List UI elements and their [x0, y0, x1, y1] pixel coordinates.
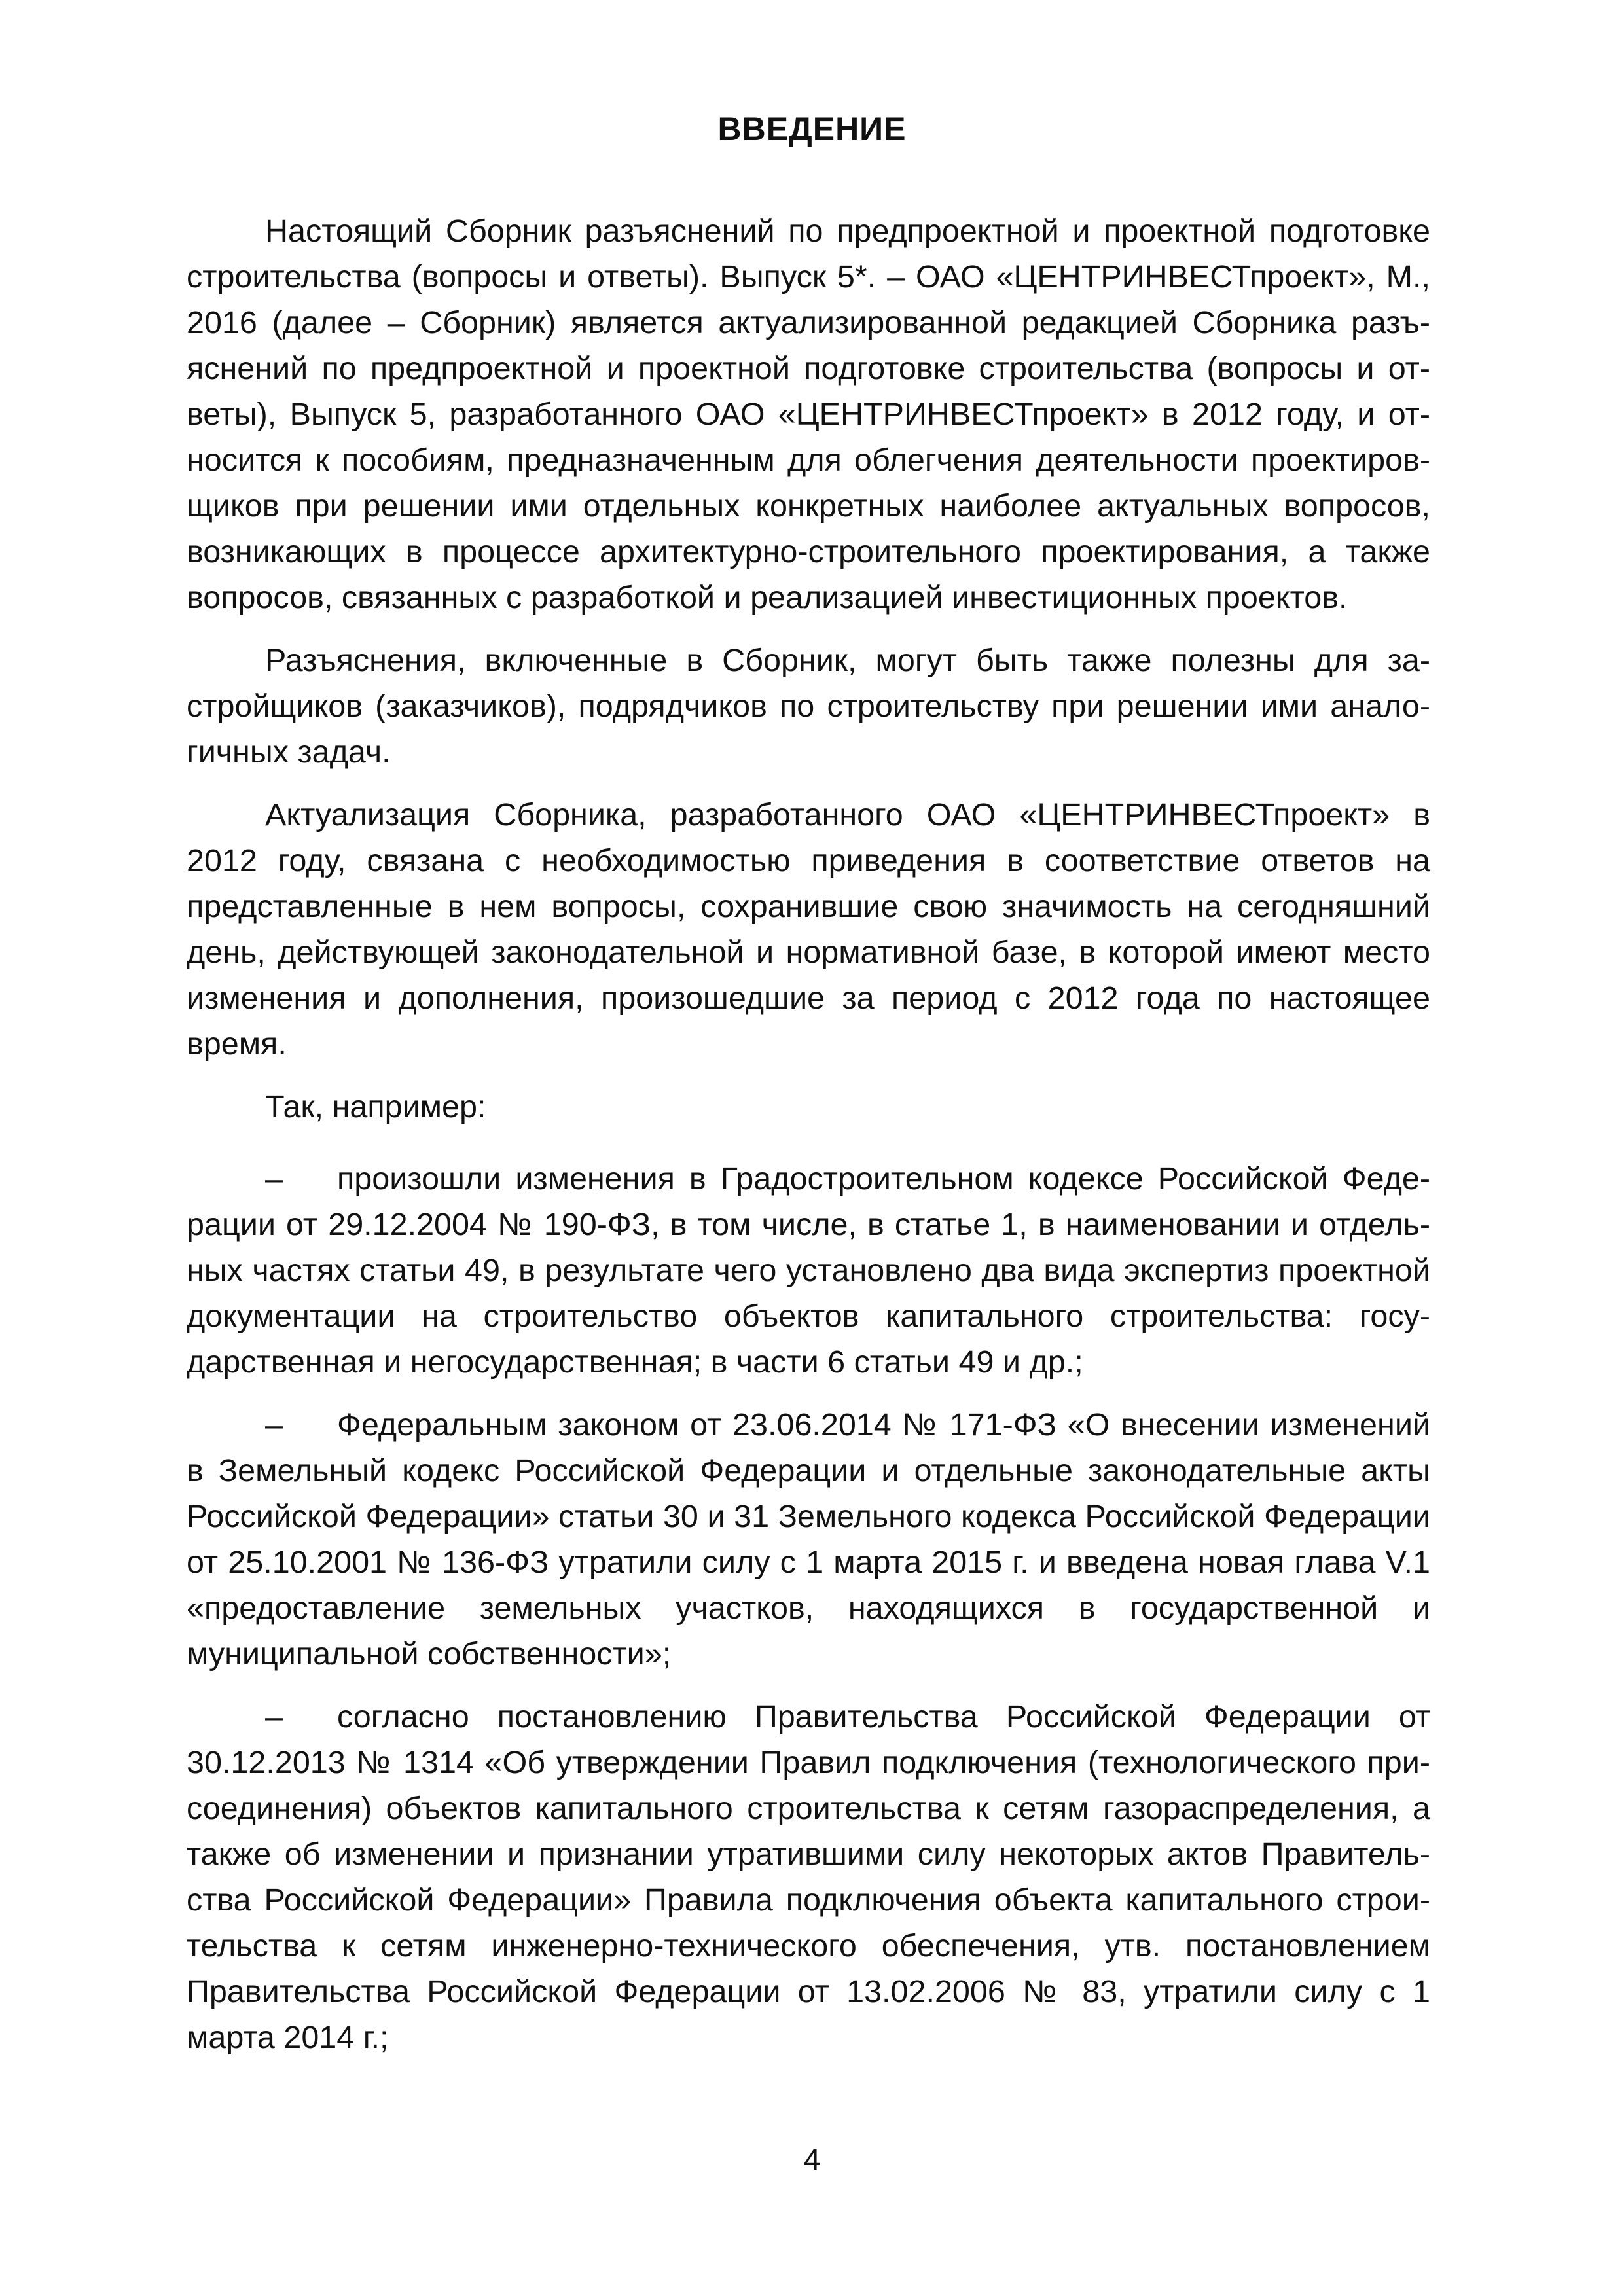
list-item: [187, 1156, 1430, 1385]
section-heading: ВВЕДЕНИЕ: [717, 111, 907, 147]
page-number: 4: [803, 2142, 821, 2176]
list-item-text: произошли изменения в Градостроительном кодексе Российской Федерации от 29.12.2004 № 190-ФЗ, в том числе, в статье 1, в наименовании и отдельных частях статьи 49, в результате чего установлено два вида экспертиз проектной документации на строительство объектов капитального строительства: государственная и негосударственная; в части 6 статьи 49 и др.;: [187, 1161, 1430, 1380]
document-body: [187, 208, 1430, 2077]
list-item: [187, 1694, 1430, 2060]
list-item-text: Федеральным законом от 23.06.2014 № 171-ФЗ «О внесении изменений в Земельный кодекс Российской Федерации и отдельные законодательные акты Российской Федерации» статьи 30 и 31 Земельного кодекса Российской Федерации от 25.10.2001 № 136-ФЗ утратили силу с 1 марта 2015 г. и введена новая глава V.1 «предоставление земельных участков, находящихся в государственной и муниципальной собственности»;: [187, 1407, 1430, 1672]
list-item-text: согласно постановлению Правительства Российской Федерации от 30.12.2013 № 1314 «Об утверждении Правил подключения (технологического присоединения) объектов капитального строительства к сетям газораспределения, а также об изменении и признании утратившими силу некоторых актов Правительства Российской Федерации» Правила подключения объекта капитального строительства к сетям инженерно-технического обеспечения, утв. постановлением Правительства Российской Федерации от 13.02.2006 № 83, утратили силу с 1 марта 2014 г.;: [187, 1699, 1430, 2055]
paragraph-for-example: Так, например:: [265, 1089, 486, 1124]
paragraph-actualization: Актуализация Сборника, разработанного ОАО «ЦЕНТРИНВЕСТпроект» в 2012 году, связана с необходимостью приведения в соответствие ответов на представленные в нем вопросы, сохранившие свою значимость на сегодняшний день, действующей законодательной и нормативной базе, в которой имеют место изменения и дополнения, произошедшие за период с 2012 года по настоящее время.: [187, 797, 1430, 1062]
list-dash: –: [265, 1699, 283, 1734]
list-dash: –: [265, 1161, 283, 1196]
paragraph-intro-collection: Настоящий Сборник разъяснений по предпроектной и проектной подготовке строительства (вопросы и ответы). Выпуск 5*. – ОАО «ЦЕНТРИНВЕСТпроект», М., 2016 (далее – Сборник) является актуализированной редакцией Сборника разъяснений по предпроектной и проектной подготовке строительства (вопросы и ответы), Выпуск 5, разработанного ОАО «ЦЕНТРИНВЕСТпроект» в 2012 году, и относится к пособиям, предназначенным для облегчения деятельности проектировщиков при решении ими отдельных конкретных наиболее актуальных вопросов, возникающих в процессе архитектурно-строительного проектирования, а также вопросов, связанных с разработкой и реализацией инвестиционных проектов.: [187, 213, 1430, 615]
paragraph-useful-for: Разъяснения, включенные в Сборник, могут быть также полезны для застройщиков (заказчиков), подрядчиков по строительству при решении ими аналогичных задач.: [187, 643, 1430, 770]
list-dash: –: [265, 1407, 283, 1443]
list-item: [187, 1402, 1430, 1677]
